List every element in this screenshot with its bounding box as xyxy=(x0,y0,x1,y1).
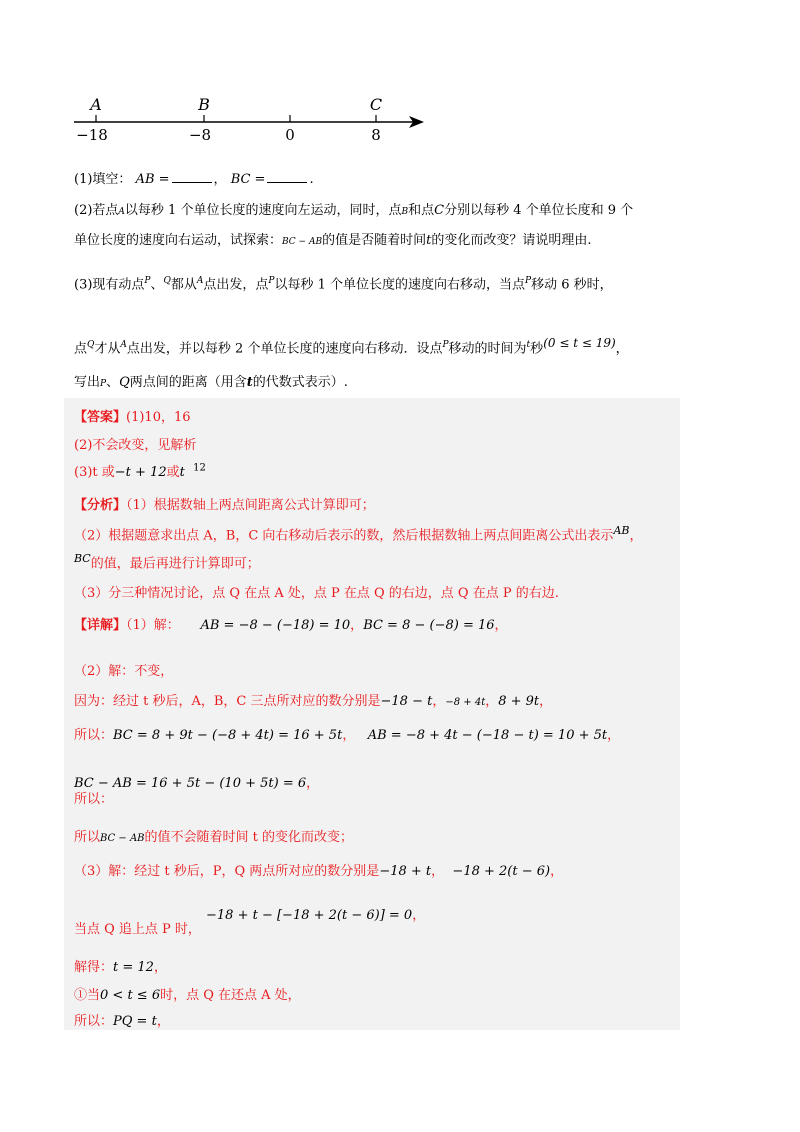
answer-line-3: (3)t 或−t + 12或t $^{12}$ xyxy=(74,462,206,480)
detail-line-6: 所以BC − AB的值不会随着时间 t 的变化而改变； xyxy=(74,830,354,845)
question-2-line-2: 单位长度的速度向右运动，试探索：BC − AB的值是否随着时间t的变化而改变？请说明理由. xyxy=(74,233,592,248)
detail-line-1: 【详解】（1）解： AB = −8 − (−18) = 10，BC = 8 − (−8) = 16， xyxy=(74,618,508,633)
answer-line-2: (2)不会改变，见解析 xyxy=(74,438,197,453)
detail-line-5: BC − AB = 16 + 5t − (10 + 5t) = 6， xyxy=(74,776,320,791)
detail-line-10: ①当0 < t ≤ 6时，点 Q 在还点 A 处， xyxy=(74,988,301,1003)
tick-label-8: 8 xyxy=(371,126,381,144)
point-label-c: C xyxy=(369,95,383,114)
tick-label-neg8: −8 xyxy=(188,126,212,144)
detail-line-3: 因为：经过 t 秒后，A，B，C 三点所对应的数分别是−18 − t，−8 + 4t，8 + 9t， xyxy=(74,694,553,709)
answer-blank-ab xyxy=(172,170,212,183)
analysis-line-1: 【分析】（1）根据数轴上两点间距离公式计算即可； xyxy=(74,498,375,513)
detail-line-8-expr: −18 + t − [−18 + 2(t − 6)] = 0， xyxy=(206,908,426,923)
detail-line-5-label: 所以： xyxy=(74,792,114,807)
number-line xyxy=(60,88,440,148)
tick-label-zero: 0 xyxy=(285,126,295,144)
question-2-line-1: (2)若点A以每秒 1 个单位长度的速度向左运动，同时，点B和点C分别以每秒 4 个单位长度和 9 个 xyxy=(74,203,634,218)
solution-panel xyxy=(64,398,680,1030)
answer-line-1: 【答案】(1)10，16 xyxy=(74,410,191,425)
point-label-b: B xyxy=(198,95,210,114)
question-3-line-3: 写出P、Q两点间的距离（用含t的代数式表示）. xyxy=(74,375,348,390)
question-3-line-2: 点$^Q$才从$^A$点出发，并以每秒 2 个单位长度的速度向右移动．设点$^P$移动的时间为$^t$秒$^{(0 \le t \le 19)}$， xyxy=(74,336,629,357)
question-3-line-1: (3)现有动点$^P$、$^Q$都从$^A$点出发，点$^P$以每秒 1 个单位长度的速度向右移动，当点$^P$移动 6 秒时， xyxy=(74,276,613,293)
analysis-line-2: （2）根据题意求出点 A，B，C 向右移动后表示的数，然后根据数轴上两点间距离公式出表示$^{AB}$， xyxy=(74,524,643,544)
analysis-line-4: （3）分三种情况讨论，点 Q 在点 A 处，点 P 在点 Q 的右边，点 Q 在点 P 的右边. xyxy=(74,586,559,601)
detail-line-4: 所以：BC = 8 + 9t − (−8 + 4t) = 16 + 5t， AB = −8 + 4t − (−18 − t) = 10 + 5t， xyxy=(74,728,621,743)
detail-line-7: （3）解：经过 t 秒后，P，Q 两点所对应的数分别是−18 + t， −18 + 2(t − 6)， xyxy=(74,864,564,879)
analysis-line-3: $^{BC}$的值，最后再进行计算即可； xyxy=(74,552,260,572)
answer-blank-bc xyxy=(267,170,307,183)
detail-line-9: 解得：t = 12， xyxy=(74,960,167,975)
detail-line-11: 所以：PQ = t， xyxy=(74,1014,170,1029)
question-1: (1)填空： AB = ， BC = . xyxy=(74,172,314,187)
detail-line-2: （2）解：不变， xyxy=(74,664,174,679)
detail-line-8: 当点 Q 追上点 P 时， xyxy=(74,922,201,937)
point-label-a: A xyxy=(90,95,102,114)
tick-label-neg18: −18 xyxy=(76,126,108,144)
